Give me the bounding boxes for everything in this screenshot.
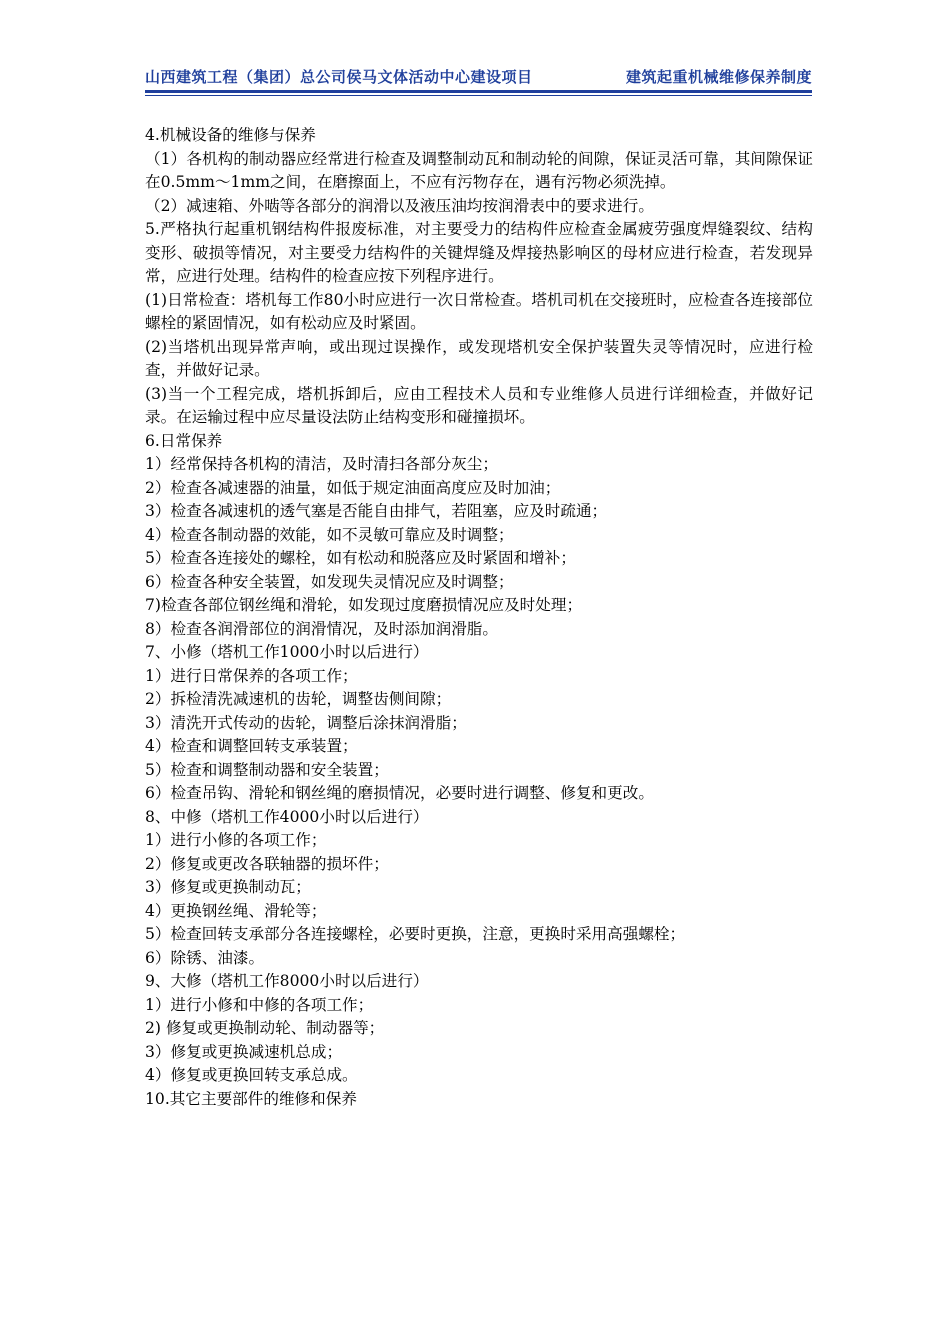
- paragraph: 5）检查回转支承部分各连接螺栓，必要时更换，注意，更换时采用高强螺栓；: [145, 925, 686, 943]
- document-body: [145, 124, 813, 1111]
- paragraph: 6）除锈、油漆。: [145, 948, 265, 967]
- header-rule-thin: [145, 95, 812, 96]
- paragraph: 6.日常保养: [145, 431, 223, 450]
- paragraph: (2)当塔机出现异常声响，或出现过误操作，或发现塔机安全保护装置失灵等情况时，应进行检查，并做好记录。: [145, 337, 813, 379]
- paragraph: 2）检查各减速器的油量，如低于规定油面高度应及时加油；: [145, 478, 561, 497]
- paragraph: 4）更换钢丝绳、滑轮等；: [145, 901, 327, 920]
- paragraph: 3）清洗开式传动的齿轮，调整后涂抹润滑脂；: [145, 713, 467, 732]
- paragraph: 5）检查和调整制动器和安全装置；: [145, 760, 389, 779]
- paragraph: 5）检查各连接处的螺栓，如有松动和脱落应及时紧固和增补；: [145, 549, 576, 567]
- page-header: [145, 66, 812, 87]
- header-rule-thick: [145, 90, 812, 93]
- paragraph: 3）检查各减速机的透气塞是否能自由排气，若阻塞，应及时疏通；: [145, 502, 608, 520]
- paragraph: （1）各机构的制动器应经常进行检查及调整制动瓦和制动轮的间隙，保证灵活可靠，其间隙保证在0.5mm～1mm之间，在磨擦面上，不应有污物存在，遇有污物必须洗掉。: [145, 149, 813, 191]
- paragraph: 1）进行小修和中修的各项工作；: [145, 995, 374, 1014]
- paragraph: 7)检查各部位钢丝绳和滑轮，如发现过度磨损情况应及时处理；: [145, 596, 583, 614]
- header-document-title: 建筑起重机械维修保养制度: [625, 68, 812, 86]
- paragraph: 4.机械设备的维修与保养: [145, 126, 316, 144]
- paragraph: (1)日常检查：塔机每工作80小时应进行一次日常检查。塔机司机在交接班时，应检查各连接部位螺栓的紧固情况，如有松动应及时紧固。: [145, 290, 813, 332]
- paragraph: 6）检查吊钩、滑轮和钢丝绳的磨损情况，必要时进行调整、修复和更改。: [145, 784, 654, 802]
- paragraph: 8）检查各润滑部位的润滑情况，及时添加润滑脂。: [145, 619, 498, 638]
- paragraph: 2）修复或更改各联轴器的损坏件；: [145, 854, 389, 873]
- paragraph: 8、中修（塔机工作4000小时以后进行）: [145, 807, 429, 826]
- paragraph: 4）检查和调整回转支承装置；: [145, 737, 358, 755]
- paragraph: 2) 修复或更换制动轮、制动器等；: [145, 1019, 385, 1037]
- paragraph: 7、小修（塔机工作1000小时以后进行）: [145, 643, 429, 661]
- paragraph: 6）检查各种安全装置，如发现失灵情况应及时调整；: [145, 572, 514, 591]
- paragraph: 1）进行小修的各项工作；: [145, 831, 327, 849]
- paragraph: （2）减速箱、外啮等各部分的润滑以及液压油均按润滑表中的要求进行。: [145, 196, 654, 215]
- paragraph: 3）修复或更换减速机总成；: [145, 1042, 343, 1061]
- paragraph: 4）检查各制动器的效能，如不灵敏可靠应及时调整；: [145, 525, 514, 544]
- paragraph: 3）修复或更换制动瓦；: [145, 878, 311, 896]
- paragraph: 1）经常保持各机构的清洁，及时清扫各部分灰尘；: [145, 455, 498, 473]
- paragraph: 4）修复或更换回转支承总成。: [145, 1066, 358, 1084]
- paragraph: 10.其它主要部件的维修和保养: [145, 1089, 357, 1108]
- paragraph: 2）拆检清洗减速机的齿轮，调整齿侧间隙；: [145, 690, 452, 708]
- header-project-name: 山西建筑工程（集团）总公司侯马文体活动中心建设项目: [145, 68, 533, 86]
- paragraph: 5.严格执行起重机钢结构件报废标准，对主要受力的结构件应检查金属疲劳强度焊缝裂纹、结构变形、破损等情况，对主要受力结构件的关键焊缝及焊接热影响区的母材应进行检查，若发现异常，应进行处理。结构件的检查应按下列程序进行。: [145, 220, 813, 285]
- paragraph: 9、大修（塔机工作8000小时以后进行）: [145, 972, 429, 990]
- paragraph: 1）进行日常保养的各项工作；: [145, 666, 358, 685]
- paragraph: (3)当一个工程完成，塔机拆卸后，应由工程技术人员和专业维修人员进行详细检查，并做好记录。在运输过程中应尽量设法防止结构变形和碰撞损坏。: [145, 384, 813, 426]
